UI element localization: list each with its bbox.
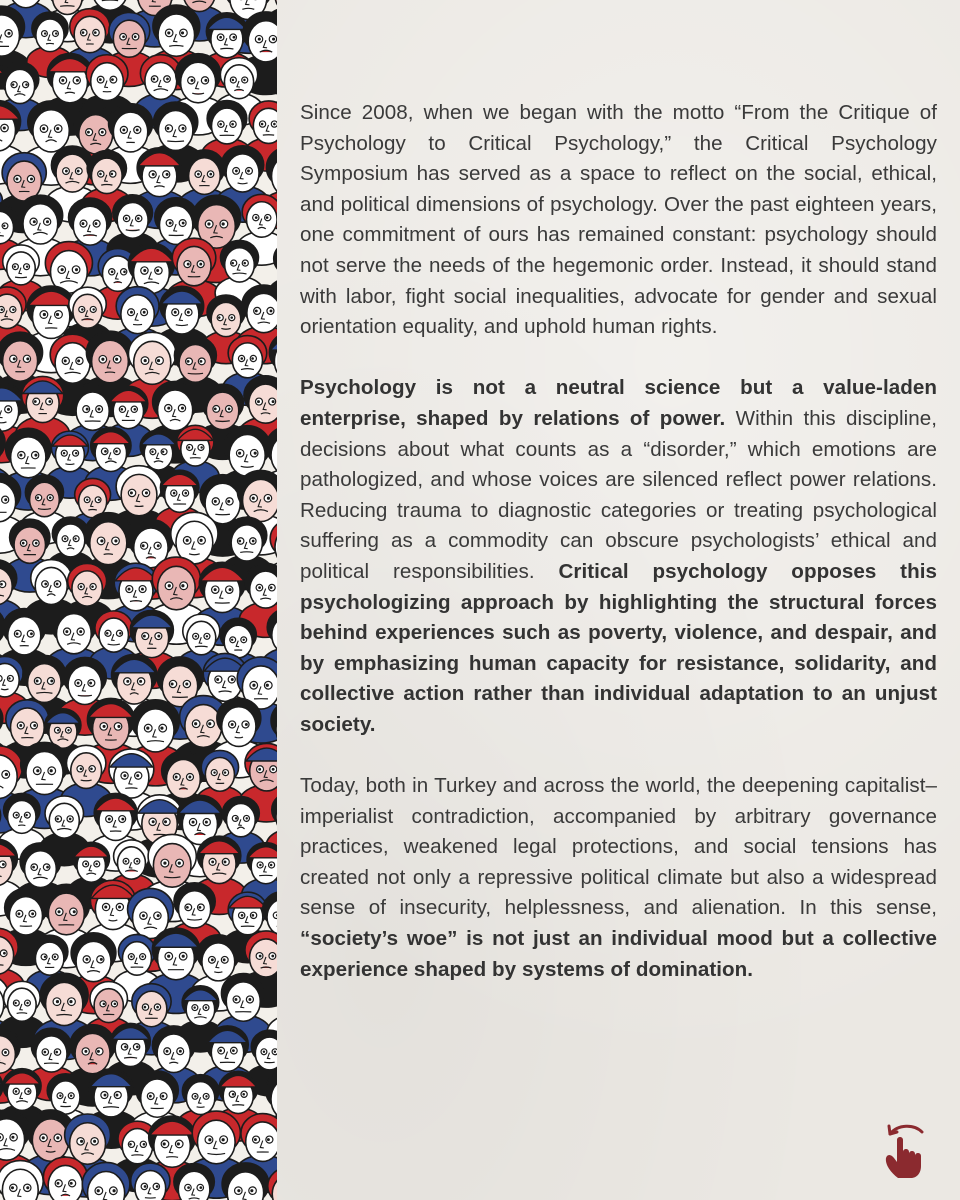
body-text [300,98,937,1016]
swipe-hint[interactable] [876,1120,936,1182]
paragraph-power [300,373,937,740]
swipe-hand-icon [876,1120,936,1182]
paragraph-today [300,771,937,985]
paragraph-power-bold-close: Critical psychology opposes this psychologizing approach by highlighting the structural forces behind experiences such as poverty, violence, and despair, and by emphasizing human capacity for resistance, solidarity, and collective action rather than individual adaptation to an unjust society. [300,559,937,736]
paragraph-power-bold-lead: Psychology is not a neutral science but a value-laden enterprise, shaped by relations of power. [300,376,937,430]
crowd-illustration [0,0,277,1200]
paragraph-today-bold-close: “society’s woe” is not just an individual mood but a collective experience shaped by systems of domination. [300,927,937,981]
paragraph-intro-text: Since 2008, when we began with the motto “From the Critique of Psychology to Critical Psychology,” the Critical Psychology Symposium has served as a space to reflect on the social, ethical, and political dimensions of psychology. Over the past eighteen years, one commitment of ours has remained constant: psychology should not serve the needs of the hegemonic order. Instead, it should stand with labor, fight social inequalities, advocate for gender and sexual orientation equality, and uphold human rights. [300,101,937,339]
paragraph-today-text: Today, both in Turkey and across the world, the deepening capitalist–imperialist contradiction, accompanied by arbitrary governance practices, weakened legal protections, and social tensions has created not only a repressive political climate but also a widespread sense of insecurity, helplessness, and alienation. In this sense, [300,774,937,920]
paragraph-power-text: Within this discipline, decisions about what counts as a “disorder,” which emotions are pathologized, and whose voices are silenced reflect power relations. Reducing trauma to diagnostic categories or treating psychological suffering as a commodity can obscure psychologists’ ethical and political responsibilities. [300,406,937,583]
paragraph-intro [300,98,937,343]
crowd-illustration-svg [0,0,277,1200]
